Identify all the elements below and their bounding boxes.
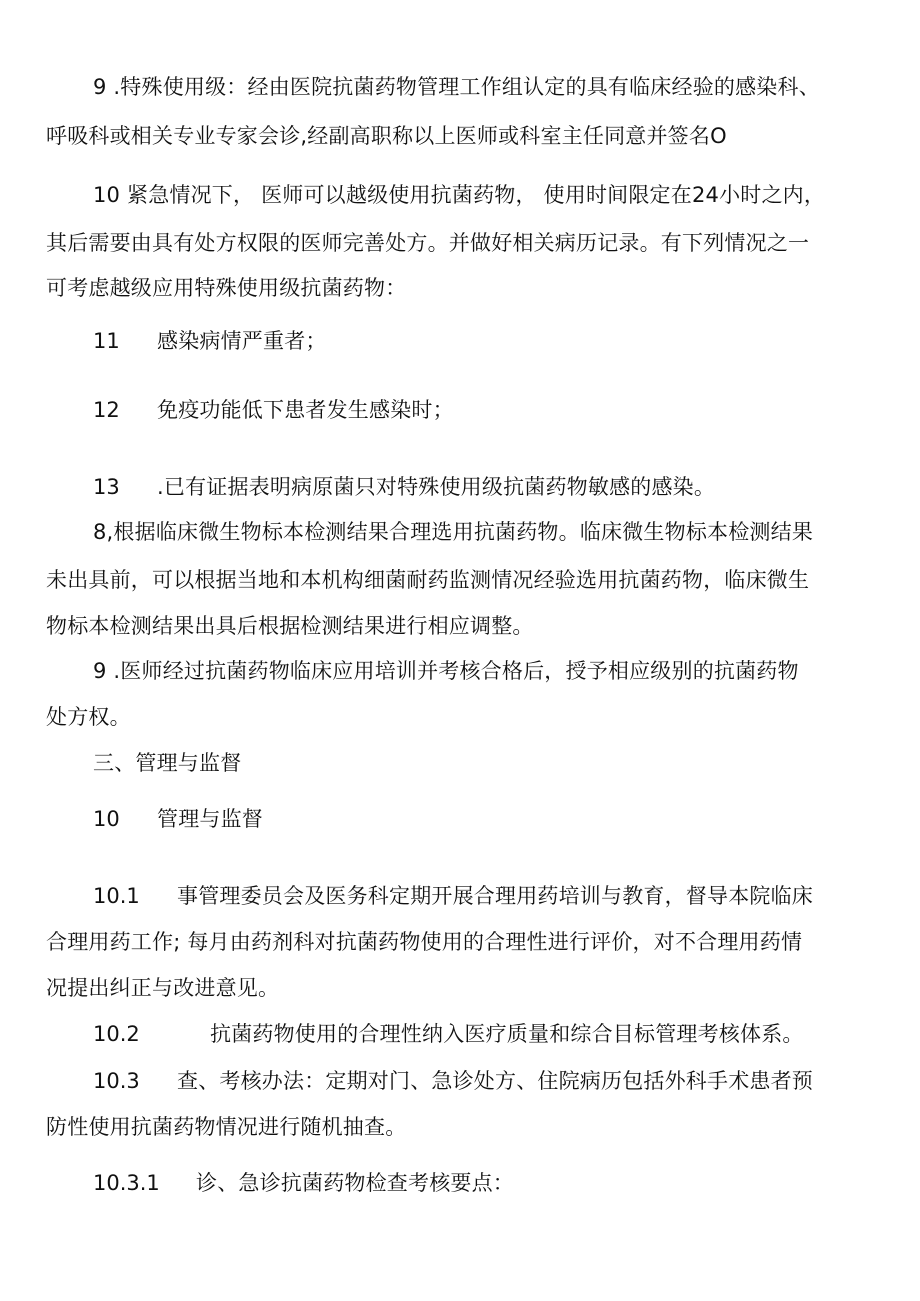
item-10-3-line-1: 查、考核办法：定期对门、急诊处方、住院病历包括外科手术患者预 (177, 1069, 813, 1093)
item-10-1-line-2: 合理用药工作; 每月由药剂科对抗菌药物使用的合理性进行评价，对不合理用药情 (46, 930, 803, 954)
list-item-number: 10.1 (93, 884, 140, 908)
list-item-text: 管理与监督 (157, 807, 263, 831)
paragraph-10-line-1: 10 紧急情况下， 医师可以越级使用抗菌药物， 使用时间限定在24小时之内， (93, 183, 826, 207)
paragraph-9-line-2: 呼吸科或相关专业专家会诊,经副高职称以上医师或科室主任同意并签名O (46, 124, 727, 148)
list-item-text: 免疫功能低下患者发生感染时； (157, 398, 454, 422)
paragraph-8-line-2: 未出具前，可以根据当地和本机构细菌耐药监测情况经验选用抗菌药物，临床微生 (46, 568, 810, 592)
item-10-2-text: 抗菌药物使用的合理性纳入医疗质量和综合目标管理考核体系。 (210, 1022, 804, 1046)
item-10-1-line-1: 事管理委员会及医务科定期开展合理用药培训与教育，督导本院临床 (177, 884, 813, 908)
list-item-number: 10.3 (93, 1069, 140, 1093)
list-item-text: .已有证据表明病原菌只对特殊使用级抗菌药物敏感的感染。 (157, 475, 716, 499)
paragraph-8-line-3: 物标本检测结果出具后根据检测结果进行相应调整。 (46, 614, 534, 638)
list-item-number: 10 (93, 807, 120, 831)
list-item-number: 11 (93, 329, 120, 353)
paragraph-9-line-1: 9 .特殊使用级：经由医院抗菌药物管理工作组认定的具有临床经验的感染科、 (93, 75, 820, 99)
paragraph-8-line-1: 8,根据临床微生物标本检测结果合理选用抗菌药物。临床微生物标本检测结果 (93, 520, 814, 544)
list-item-number: 10.3.1 (93, 1171, 160, 1195)
item-10-1-line-3: 况提出纠正与改进意见。 (46, 976, 280, 1000)
list-item-number: 12 (93, 398, 120, 422)
paragraph-10-line-3: 可考虑越级应用特殊使用级抗菌药物： (46, 276, 407, 300)
item-10-3-line-2: 防性使用抗菌药物情况进行随机抽查。 (46, 1115, 407, 1139)
paragraph-9b-line-1: 9 .医师经过抗菌药物临床应用培训并考核合格后，授予相应级别的抗菌药物 (93, 659, 799, 683)
paragraph-10-line-2: 其后需要由具有处方权限的医师完善处方。并做好相关病历记录。有下列情况之一 (46, 231, 810, 255)
item-10-3-1-text: 诊、急诊抗菌药物检查考核要点： (196, 1171, 514, 1195)
list-item-number: 10.2 (93, 1022, 140, 1046)
paragraph-9b-line-2: 处方权。 (46, 705, 131, 729)
section-heading: 三、管理与监督 (93, 751, 242, 775)
list-item-text: 感染病情严重者； (157, 329, 327, 353)
list-item-number: 13 (93, 475, 120, 499)
